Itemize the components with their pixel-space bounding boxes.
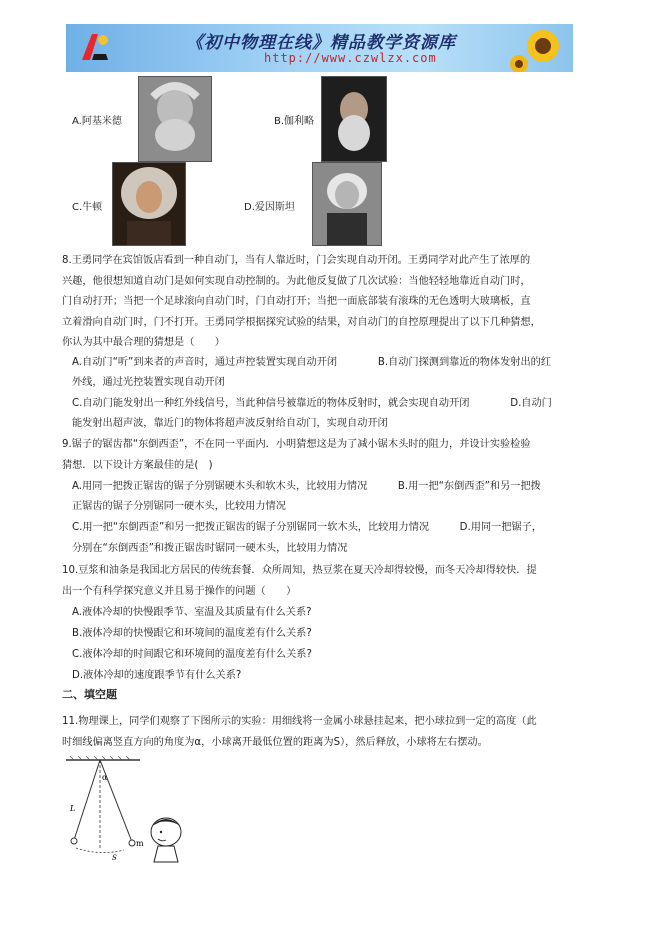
label-S: S [112,854,117,862]
q11-line-2: 时细线偏离竖直方向的角度为α，小球离开最低位置的距离为S），然后释放，小球将左右摆动。 [62,737,488,748]
q11-line-1: 11.物理课上，同学们观察了下图所示的实验：用细线将一金属小球悬挂起来，把小球拉到一定的高度（此 [62,716,537,727]
q8-option-line-3: C.自动门能发射出一种红外线信号，当此种信号被靠近的物体反射时，就会实现自动开闭 D.自动门 [72,398,552,409]
option-c-label: C.牛顿 [72,202,103,213]
label-L: L [70,804,76,813]
label-alpha: α [102,773,108,782]
q9-option-line-3: C.用一把“东倒西歪”和另一把拨正锯齿的锯子分别锯同一软木头，比较用力情况 D.用同一把锯子， [72,522,543,533]
portrait-archimedes [138,76,212,162]
q10-option-c: C.液体冷却的时间跟它和环境间的温度差有什么关系? [72,649,312,660]
sunflower-icon [509,24,567,72]
option-d-label: D.爱因斯坦 [244,202,295,213]
section-heading: 二、填空题 [62,688,117,701]
q8-option-line-1: A.自动门“听”到来者的声音时，通过声控装置实现自动开闭 B.自动门探测到靠近的物体发射出的红 [72,357,552,368]
q10-line-2: 出一个有科学探究意义并且易于操作的问题（ ） [62,586,297,597]
q9-option-line-2: 正锯齿的锯子分别锯同一硬木头，比较用力情况 [72,501,286,512]
q9-option-line-1: A.用同一把拨正锯齿的锯子分别锯硬木头和软木头，比较用力情况 B.用一把“东倒西歪”和另一把拨 [72,481,541,492]
q9-line-1: 9.锯子的锯齿都“东倒西歪”，不在同一平面内．小明猜想这是为了减小锯木头时的阻力，并设计实验检验 [62,439,531,450]
header-banner [66,24,573,72]
portrait-einstein [312,162,382,246]
q8-line-4: 立着滑向自动门时，门不打开。王勇同学根据探究试验的结果，对自动门的自控原理提出了以下几种猜想， [62,317,541,328]
q8-line-1: 8.王勇同学在宾馆饭店看到一种自动门，当有人靠近时，门会实现自动开闭。王勇同学对此产生了浓厚的 [62,255,531,266]
q9-option-line-4: 分别在“东倒西歪”和拨正锯齿时锯同一硬木头，比较用力情况 [72,543,348,554]
q8-option-line-4: 能发射出超声波，靠近门的物体将超声波反射给自动门，实现自动开闭 [72,418,388,429]
q10-option-b: B.液体冷却的快慢跟它和环境间的温度差有什么关系? [72,628,312,639]
q8-line-5: 你认为其中最合理的猜想是（ ） [62,337,225,348]
q10-line-1: 10.豆浆和油条是我国北方居民的传统套餐．众所周知，热豆浆在夏天冷却得较慢，而冬天冷却得较快．提 [62,565,537,576]
q10-option-d: D.液体冷却的速度跟季节有什么关系? [72,670,242,681]
q8-line-3: 门自动打开；当把一个足球滚向自动门时，门自动打开；当把一面底部装有滚珠的无色透明大玻璃板，直 [62,296,531,307]
q9-line-2: 猜想．以下设计方案最佳的是( ) [62,460,213,471]
q8-line-2: 兴趣，他很想知道自动门是如何实现自动控制的。为此他反复做了几次试验：当他轻轻地靠近自动门时， [62,276,531,287]
label-m: m [136,839,144,848]
banner-url: http://www.czwlzx.com [264,51,437,65]
q8-option-line-2: 外线，通过光控装置实现自动开闭 [72,377,225,388]
logo-icon [78,30,112,66]
q10-option-a: A.液体冷却的快慢跟季节、室温及其质量有什么关系? [72,607,312,618]
portrait-galileo [321,76,387,162]
option-b-label: B.伽利略 [274,116,315,127]
observer-boy-icon [151,818,181,862]
option-a-label: A.阿基米德 [72,116,122,127]
pendulum-figure [62,756,192,866]
banner-title: 《初中物理在线》精品教学资源库 [186,33,456,53]
portrait-newton [112,162,186,246]
